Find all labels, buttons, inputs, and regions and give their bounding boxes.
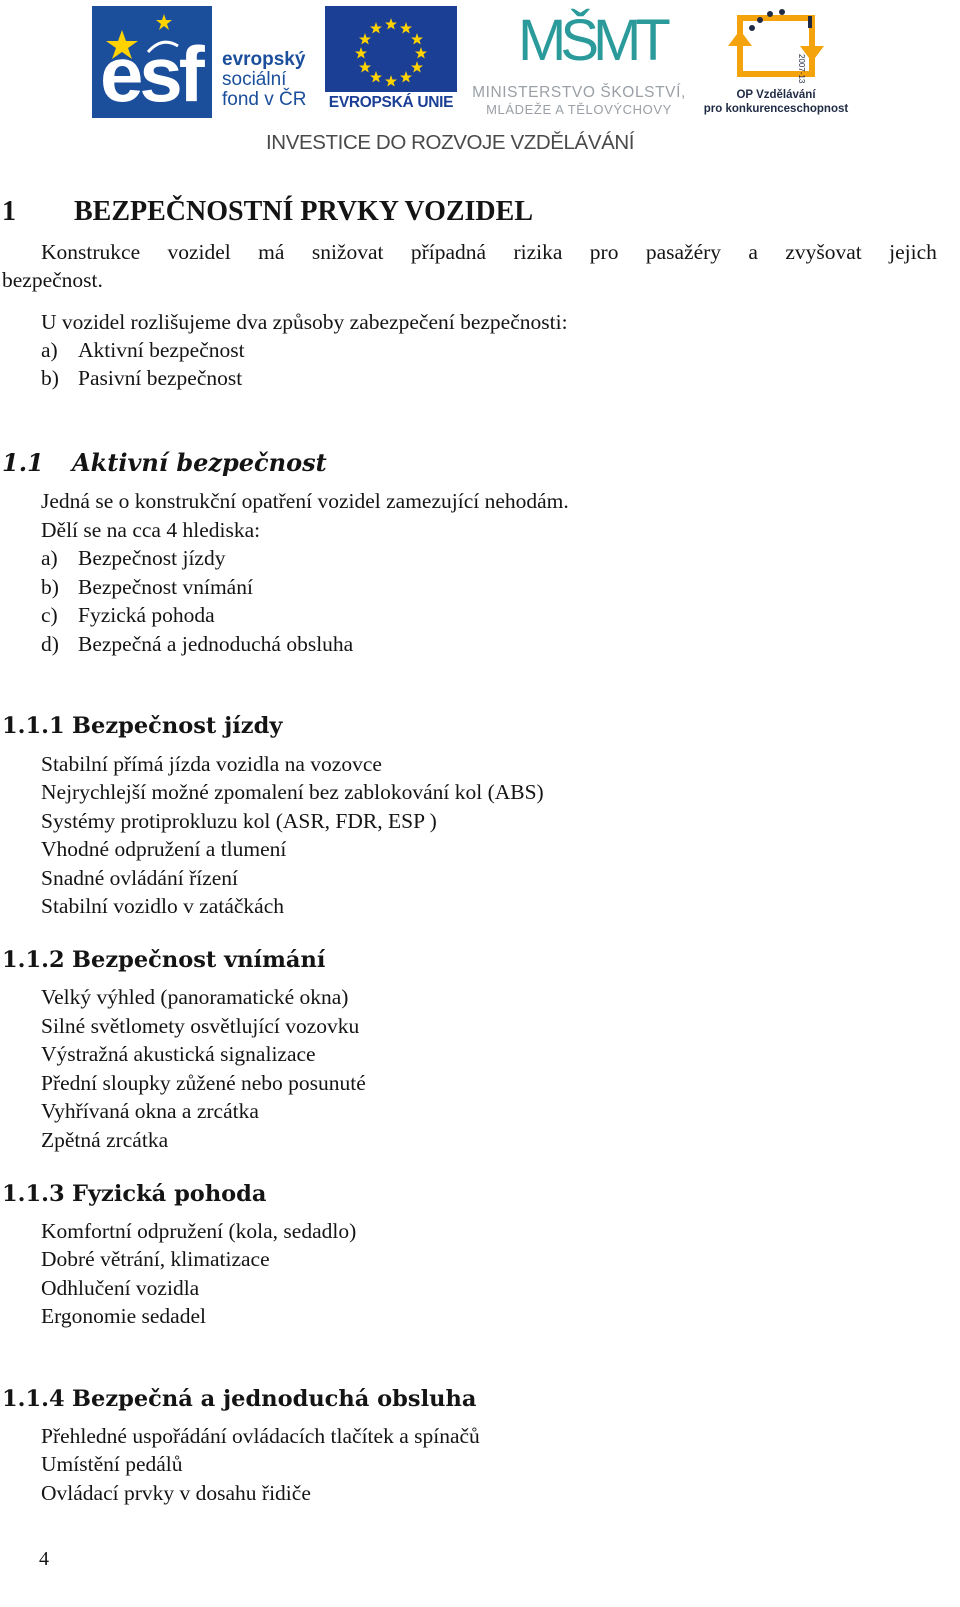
section-title: Aktivní bezpečnost <box>72 448 327 477</box>
esf-line-2: sociální <box>222 69 287 90</box>
esf-caption <box>222 50 306 110</box>
intro-word: a <box>748 240 758 264</box>
list-item-text: Bezpečnost vnímání <box>78 575 253 599</box>
list-item: Dobré větrání, klimatizace <box>41 1247 270 1271</box>
section-text-line: Dělí se na cca 4 hlediska: <box>41 518 261 542</box>
types-intro: U vozidel rozlišujeme dva způsoby zabezpečení bezpečnosti: <box>41 310 568 334</box>
list-marker: b) <box>41 366 59 390</box>
list-item: Umístění pedálů <box>41 1452 183 1476</box>
list-item: Stabilní vozidlo v zatáčkách <box>41 894 284 918</box>
op-line-1: OP Vzdělávání <box>736 89 816 101</box>
intro-word: Konstrukce <box>41 240 141 264</box>
subsection-heading <box>2 947 325 973</box>
msmt-logo <box>466 4 692 116</box>
list-item: Vyhřívaná okna a zrcátka <box>41 1099 259 1123</box>
list-item: Ovládací prvky v dosahu řidiče <box>41 1481 311 1505</box>
msmt-monogram: MŠMT <box>518 8 665 73</box>
list-item: Odhlučení vozidla <box>41 1276 200 1300</box>
page-number: 4 <box>39 1548 49 1570</box>
list-item-text: Aktivní bezpečnost <box>78 338 245 362</box>
subsection-title: Bezpečnost jízdy <box>72 713 283 739</box>
intro-word: má <box>258 240 285 264</box>
list-item: Výstražná akustická signalizace <box>41 1042 316 1066</box>
intro-word: pro <box>589 240 619 264</box>
list-marker: c) <box>41 603 58 627</box>
subsection-title: Bezpečnost vnímání <box>72 947 326 973</box>
list-item: Systémy protiprokluzu kol (ASR, FDR, ESP ) <box>41 809 437 833</box>
intro-word: rizika <box>513 240 563 264</box>
list-marker: d) <box>41 632 59 656</box>
list-item <box>41 544 225 572</box>
msmt-line-2: MLÁDEŽE A TĚLOVÝCHOVY <box>486 102 672 117</box>
list-item-text: Bezpečná a jednoduchá obsluha <box>78 632 354 656</box>
list-item: Komfortní odpružení (kola, sedadlo) <box>41 1219 357 1243</box>
esf-line-1: evropský <box>222 49 306 70</box>
esf-logo <box>92 6 317 118</box>
list-item-text: Pasivní bezpečnost <box>78 366 243 390</box>
list-item <box>41 336 245 364</box>
chapter-heading <box>2 196 533 228</box>
intro-word: snižovat <box>311 240 384 264</box>
subsection-number: 1.1.4 <box>2 1386 65 1412</box>
subsection-heading <box>2 713 282 739</box>
intro-word: případná <box>410 240 487 264</box>
intro-continuation: bezpečnost. <box>2 268 103 292</box>
esf-letters: esf <box>100 30 201 118</box>
subsection-number: 1.1.1 <box>2 713 65 739</box>
op-years: 2007-13 <box>797 54 806 84</box>
list-item <box>41 630 353 658</box>
list-item-text: Fyzická pohoda <box>78 603 215 627</box>
subsection-number: 1.1.2 <box>2 947 65 973</box>
intro-word: zvyšovat <box>785 240 862 264</box>
intro-paragraph-line <box>41 238 937 266</box>
section-text-line: Jedná se o konstrukční opatření vozidel zamezující nehodám. <box>41 489 569 513</box>
list-item: Přehledné uspořádání ovládacích tlačítek a spínačů <box>41 1424 480 1448</box>
msmt-line-1: MINISTERSTVO ŠKOLSTVÍ, <box>472 84 686 101</box>
eu-flag-icon <box>325 6 457 92</box>
list-item: Ergonomie sedadel <box>41 1304 206 1328</box>
chapter-title: BEZPEČNOSTNÍ PRVKY VOZIDEL <box>74 196 533 227</box>
list-item <box>41 573 253 601</box>
investice-slogan: INVESTICE DO ROZVOJE VZDĚLÁVÁNÍ <box>266 131 635 154</box>
intro-word: vozidel <box>167 240 231 264</box>
op-line-2: pro konkurenceschopnost <box>703 103 849 115</box>
list-item-text: Bezpečnost jízdy <box>78 546 226 570</box>
chapter-number: 1 <box>2 196 16 227</box>
subsection-heading <box>2 1181 267 1207</box>
subsection-heading <box>2 1386 476 1412</box>
op-logo <box>700 6 852 118</box>
list-item: Přední sloupky zůžené nebo posunuté <box>41 1071 366 1095</box>
list-item: Snadné ovládání řízení <box>41 866 239 890</box>
section-number: 1.1 <box>2 448 44 477</box>
list-item: Silné světlomety osvětlující vozovku <box>41 1014 360 1038</box>
intro-word: pasažéry <box>645 240 722 264</box>
eu-label: EVROPSKÁ UNIE <box>328 94 454 111</box>
section-heading <box>2 448 327 477</box>
list-marker: a) <box>41 546 58 570</box>
list-marker: b) <box>41 575 59 599</box>
intro-word: jejich <box>889 240 937 264</box>
op-emblem <box>700 6 852 88</box>
subsection-title: Bezpečná a jednoduchá obsluha <box>72 1386 477 1412</box>
list-item: Vhodné odpružení a tlumení <box>41 837 287 861</box>
list-item: Velký výhled (panoramatické okna) <box>41 985 349 1009</box>
list-item <box>41 364 242 392</box>
subsection-title: Fyzická pohoda <box>72 1181 267 1207</box>
logo-bar <box>0 0 960 165</box>
list-marker: a) <box>41 338 58 362</box>
eu-logo <box>325 6 457 116</box>
list-item: Stabilní přímá jízda vozidla na vozovce <box>41 752 382 776</box>
list-item: Nejrychlejší možné zpomalení bez zablokování kol (ABS) <box>41 780 544 804</box>
list-item <box>41 601 215 629</box>
subsection-number: 1.1.3 <box>2 1181 65 1207</box>
list-item: Zpětná zrcátka <box>41 1128 169 1152</box>
esf-line-3: fond v ČR <box>222 89 307 110</box>
